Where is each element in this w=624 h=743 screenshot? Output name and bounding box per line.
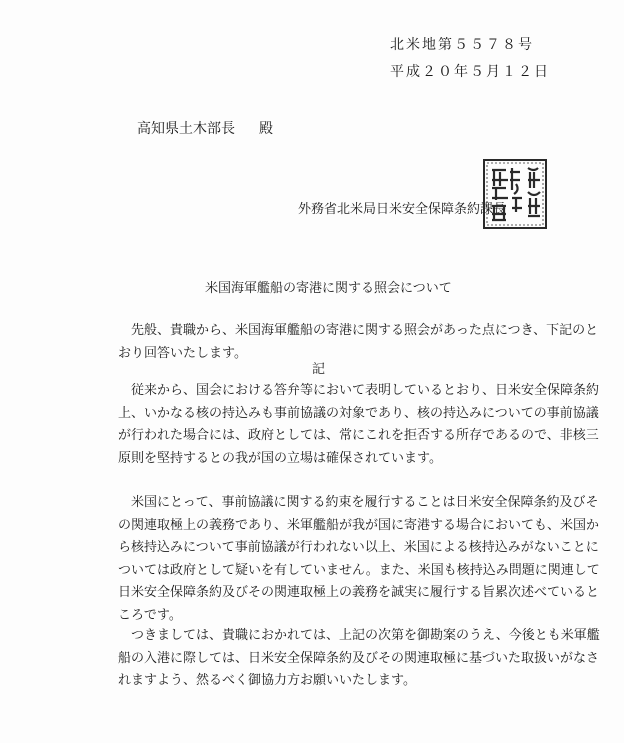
intro-line: 先般、貴職から、米国海軍艦船の寄港に関する照会があった点につき、下記のと: [131, 323, 599, 338]
document-date: 平成２０年５月１２日: [390, 64, 550, 80]
intro-paragraph: [118, 320, 599, 365]
paragraph-line: ころです。: [118, 607, 182, 623]
paragraph-line: 米国にとって、事前協議に関する約束を履行することは日米安全保障条約及びそ: [131, 495, 599, 510]
paragraph-line: の関連取極上の義務であり、米軍艦船が我が国に寄港する場合においても、米国か: [118, 517, 600, 533]
paragraph-line: ら核持込みについて事前協議が行われない以上、米国による核持込みがないことに: [118, 540, 599, 555]
paragraph-line: れますよう、然るべく御協力方お願いいたします。: [118, 673, 416, 688]
ki-heading: 記: [312, 362, 326, 377]
paragraph-line: 日米安全保障条約及びその関連取極上の義務を誠実に履行する旨累次述べていると: [118, 585, 600, 600]
paragraph-line: が行われた場合には、政府としては、常にこれを拒否する所存であるので、非核三: [118, 428, 599, 443]
sender-name: 外務省北米局日米安全保障条約課長: [298, 202, 507, 217]
addressee-name: 高知県土木部長: [137, 121, 235, 137]
paragraph-3: [118, 625, 600, 693]
paragraph-line: 従来から、国会における答弁等において表明しているとおり、日米安全保障条約: [131, 383, 600, 398]
paragraph-2: [118, 492, 600, 627]
paragraph-line: つきましては、貴職におかれては、上記の次第を御勘案のうえ、今後とも米軍艦: [131, 628, 600, 643]
addressee-suffix: 殿: [259, 121, 273, 137]
reference-number: 北米地第５５７８号: [390, 37, 534, 53]
official-seal-icon: [482, 158, 548, 230]
paragraph-line: ついては政府として疑いを有していません。また、米国も核持込み問題に関連して: [118, 562, 600, 578]
paragraph-1: [118, 380, 600, 470]
paragraph-line: 原則を堅持するとの我が国の立場は確保されています。: [118, 450, 442, 466]
intro-line: おり回答いたします。: [118, 345, 247, 361]
paragraph-line: 上、いかなる核の持込みも事前協議の対象であり、核の持込みについての事前協議: [118, 405, 599, 421]
document-subject: 米国海軍艦船の寄港に関する照会について: [205, 281, 452, 296]
paragraph-line: 船の入港に際しては、日米安全保障条約及びその関連取極に基づいた取扱いがなさ: [118, 650, 600, 666]
addressee: [137, 118, 273, 138]
